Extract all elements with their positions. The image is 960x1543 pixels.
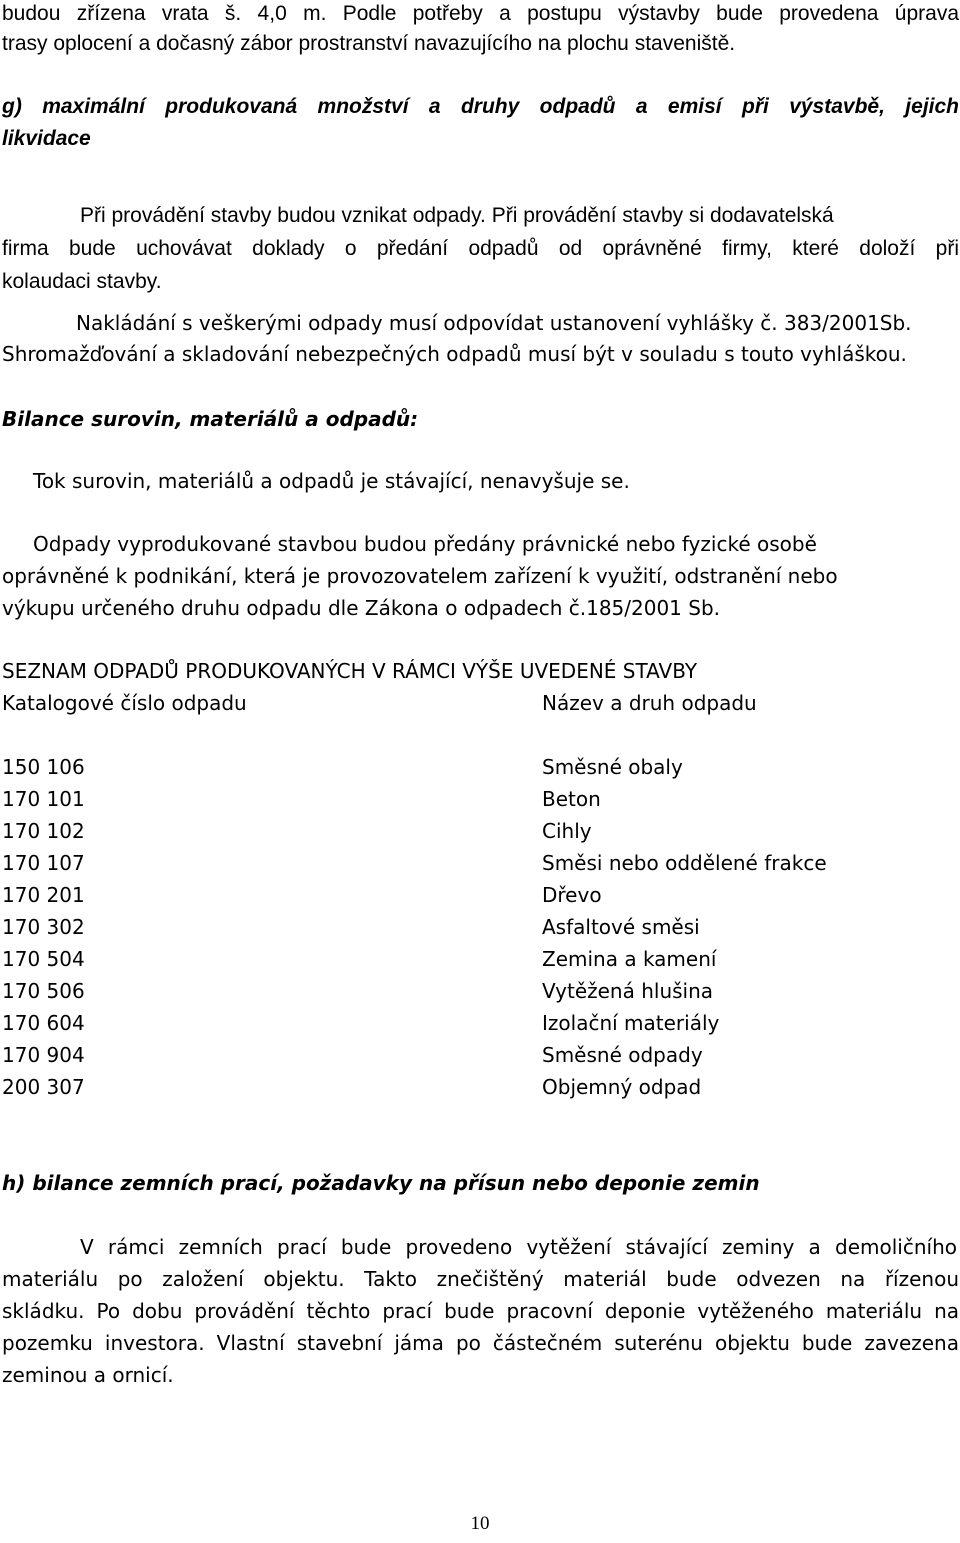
page-number: 10 bbox=[470, 1513, 490, 1534]
waste-code: 170 107 bbox=[2, 851, 85, 875]
waste-code: 150 106 bbox=[2, 755, 85, 779]
waste-name: Asfaltové směsi bbox=[542, 915, 700, 939]
waste-code: 170 506 bbox=[2, 979, 85, 1003]
waste-name: Beton bbox=[542, 787, 601, 811]
section-g-para1-line-1: Při provádění stavby budou vznikat odpady. Při provádění stavby si dodavatelská bbox=[80, 204, 834, 227]
section-h-line-2: materiálu po založení objektu. Takto znečištěný materiál bude odvezen na řízenou bbox=[2, 1267, 959, 1291]
intro-line-2: trasy oplocení a dočasný zábor prostranství navazujícího na plochu staveniště. bbox=[2, 32, 736, 55]
waste-code: 170 504 bbox=[2, 947, 85, 971]
waste-code: 170 604 bbox=[2, 1011, 85, 1035]
section-h-line-5: zeminou a ornicí. bbox=[2, 1363, 174, 1387]
waste-list-col-code-header: Katalogové číslo odpadu bbox=[2, 691, 247, 715]
waste-list-col-name-header: Název a druh odpadu bbox=[542, 691, 757, 715]
section-g-heading-line-2: likvidace bbox=[2, 127, 91, 150]
waste-code: 170 302 bbox=[2, 915, 85, 939]
section-h-line-1: V rámci zemních prací bude provedeno vytěžení stávající zeminy a demoličního bbox=[80, 1235, 957, 1259]
waste-name: Izolační materiály bbox=[542, 1011, 720, 1035]
section-g-para2-line-1: Nakládání s veškerými odpady musí odpovídat ustanovení vyhlášky č. 383/2001Sb. bbox=[76, 311, 912, 335]
intro-line-1: budou zřízena vrata š. 4,0 m. Podle potřeby a postupu výstavby bude provedena úprava bbox=[2, 2, 959, 25]
section-h-heading: h) bilance zemních prací, požadavky na přísun nebo deponie zemin bbox=[2, 1171, 760, 1195]
waste-name: Směsi nebo oddělené frakce bbox=[542, 851, 827, 875]
waste-name: Cihly bbox=[542, 819, 592, 843]
waste-code: 170 201 bbox=[2, 883, 85, 907]
waste-code: 200 307 bbox=[2, 1075, 85, 1099]
waste-name: Dřevo bbox=[542, 883, 602, 907]
waste-name: Vytěžená hlušina bbox=[542, 979, 714, 1003]
bilance-para-line-3: výkupu určeného druhu odpadu dle Zákona o odpadech č.185/2001 Sb. bbox=[2, 596, 721, 620]
waste-name: Zemina a kamení bbox=[542, 947, 717, 971]
bilance-text: Tok surovin, materiálů a odpadů je stávající, nenavyšuje se. bbox=[33, 469, 630, 493]
waste-list-title: SEZNAM ODPADŮ PRODUKOVANÝCH V RÁMCI VÝŠE UVEDENÉ STAVBY bbox=[2, 659, 698, 683]
section-g-para1-line-3: kolaudaci stavby. bbox=[2, 270, 162, 293]
waste-name: Směsné odpady bbox=[542, 1043, 703, 1067]
bilance-para-line-1: Odpady vyprodukované stavbou budou předány právnické nebo fyzické osobě bbox=[33, 532, 817, 556]
bilance-para-line-2: oprávněné k podnikání, která je provozovatelem zařízení k využití, odstranění nebo bbox=[2, 564, 838, 588]
section-g-para2-line-2: Shromažďování a skladování nebezpečných odpadů musí být v souladu s touto vyhláškou. bbox=[2, 342, 907, 366]
section-g-heading-line-1: g) maximální produkovaná množství a druhy odpadů a emisí při výstavbě, jejich bbox=[2, 95, 959, 118]
section-h-line-3: skládku. Po dobu provádění těchto prací bude pracovní deponie vytěženého materiálu na bbox=[2, 1299, 959, 1323]
bilance-heading: Bilance surovin, materiálů a odpadů: bbox=[2, 407, 419, 431]
waste-code: 170 904 bbox=[2, 1043, 85, 1067]
section-h-line-4: pozemku investora. Vlastní stavební jáma po částečném suterénu objektu bude zavezena bbox=[2, 1331, 959, 1355]
waste-code: 170 101 bbox=[2, 787, 85, 811]
section-g-para1-line-2: firma bude uchovávat doklady o předání odpadů od oprávněné firmy, které doloží při bbox=[2, 237, 959, 260]
waste-name: Směsné obaly bbox=[542, 755, 683, 779]
waste-name: Objemný odpad bbox=[542, 1075, 702, 1099]
waste-code: 170 102 bbox=[2, 819, 85, 843]
